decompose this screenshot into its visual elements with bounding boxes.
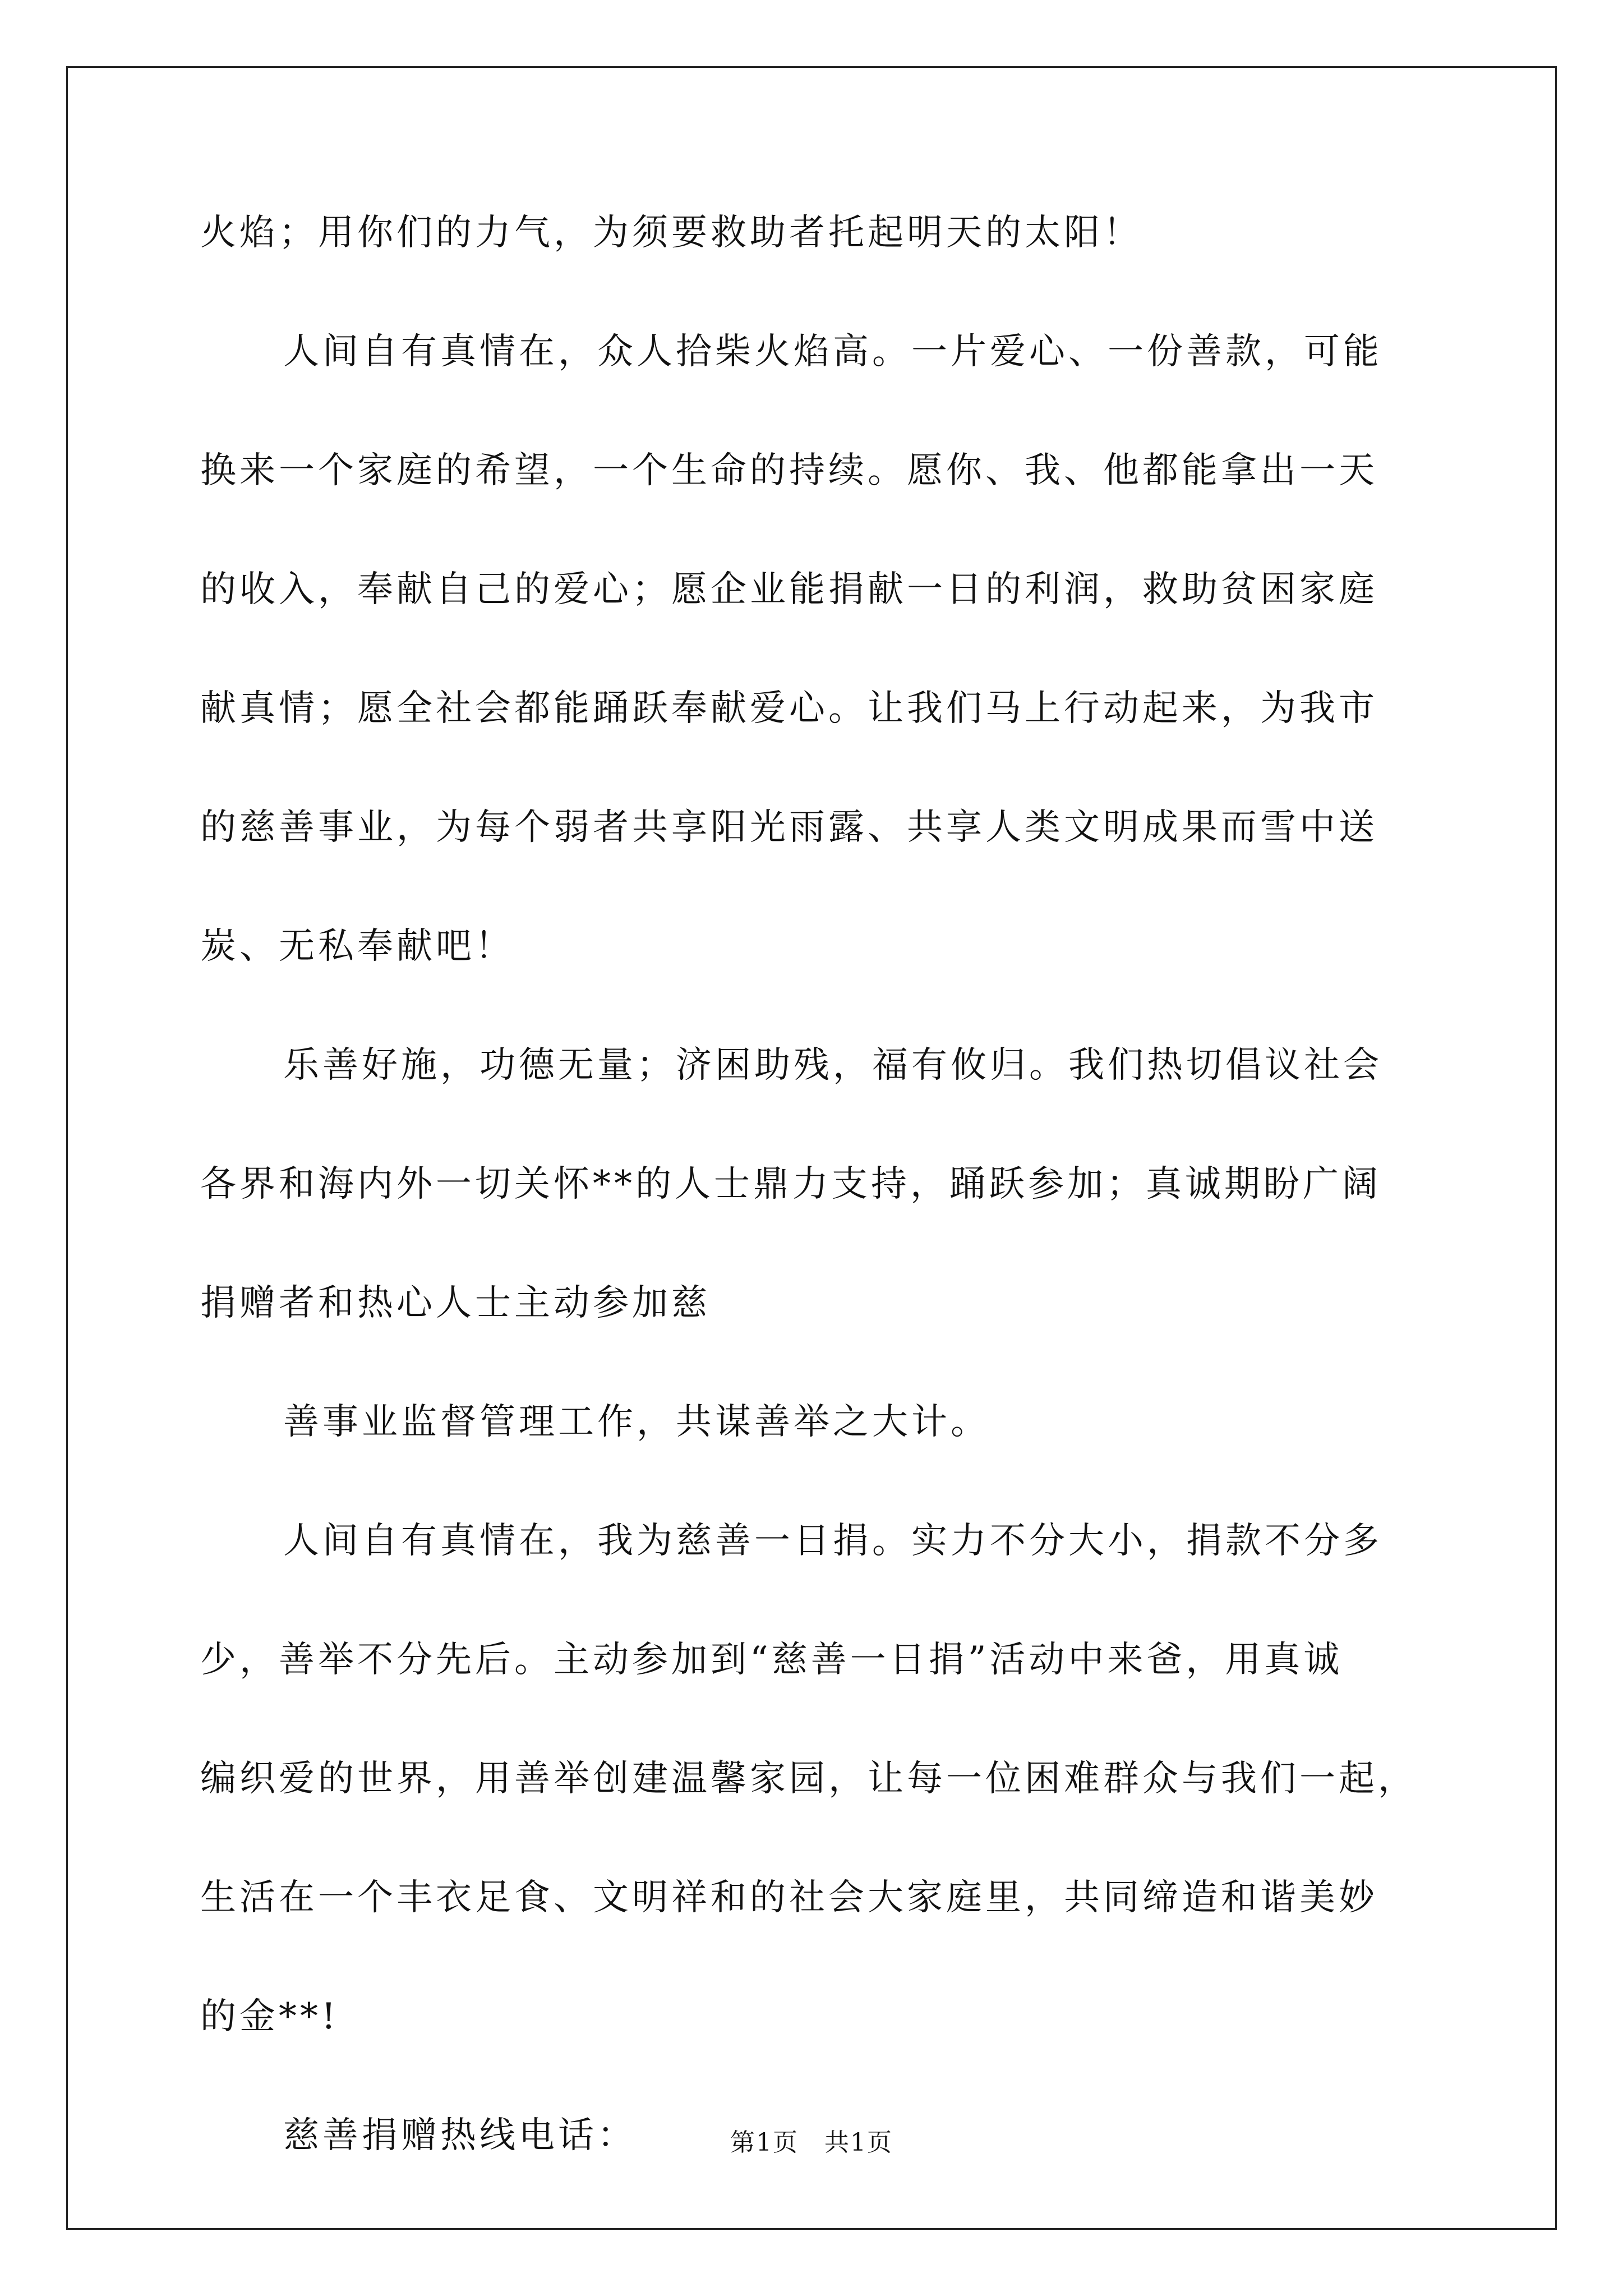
paragraph-start-line: 慈善捐赠热线电话： (283, 2115, 637, 2156)
text-line: 捐赠者和热心人士主动参加慈 (200, 1282, 711, 1324)
page-number-footer: 第1页 共1页 (730, 2128, 893, 2157)
text-line: 换来一个家庭的希望，一个生命的持续。愿你、我、他都能拿出一天 (200, 450, 1378, 491)
text-line: 献真情；愿全社会都能踊跃奉献爱心。让我们马上行动起来，为我市 (200, 688, 1378, 729)
text-line: 的慈善事业，为每个弱者共享阳光雨露、共享人类文明成果而雪中送 (200, 807, 1378, 848)
text-line: 生活在一个丰衣足食、文明祥和的社会大家庭里，共同缔造和谐美妙 (200, 1877, 1378, 1918)
paragraph-start-line: 人间自有真情在，众人拾柴火焰高。一片爱心、一份善款，可能 (283, 331, 1382, 372)
text-line: 的收入，奉献自己的爱心；愿企业能捐献一日的利润，救助贫困家庭 (200, 569, 1378, 610)
paragraph-start-line: 乐善好施，功德无量；济困助残，福有攸归。我们热切倡议社会 (283, 1045, 1382, 1086)
text-line: 炭、无私奉献吧！ (200, 926, 514, 967)
paragraph-start-line: 人间自有真情在，我为慈善一日捐。实力不分大小，捐款不分多 (283, 1520, 1382, 1562)
text-line: 的金**! (200, 1996, 339, 2037)
text-line: 火焰；用你们的力气，为须要救助者托起明天的太阳！ (200, 212, 1142, 254)
text-line: 编织爱的世界，用善举创建温馨家园，让每一位困难群众与我们一起， (200, 1758, 1417, 1800)
text-line: 各界和海内外一切关怀**的人士鼎力支持，踊跃参加；真诚期盼广阔 (200, 1163, 1381, 1205)
paragraph-start-line: 善事业监督管理工作，共谋善举之大计。 (283, 1401, 990, 1443)
text-line: 少，善举不分先后。主动参加到“慈善一日捐”活动中来爸，用真诚 (200, 1639, 1343, 1681)
